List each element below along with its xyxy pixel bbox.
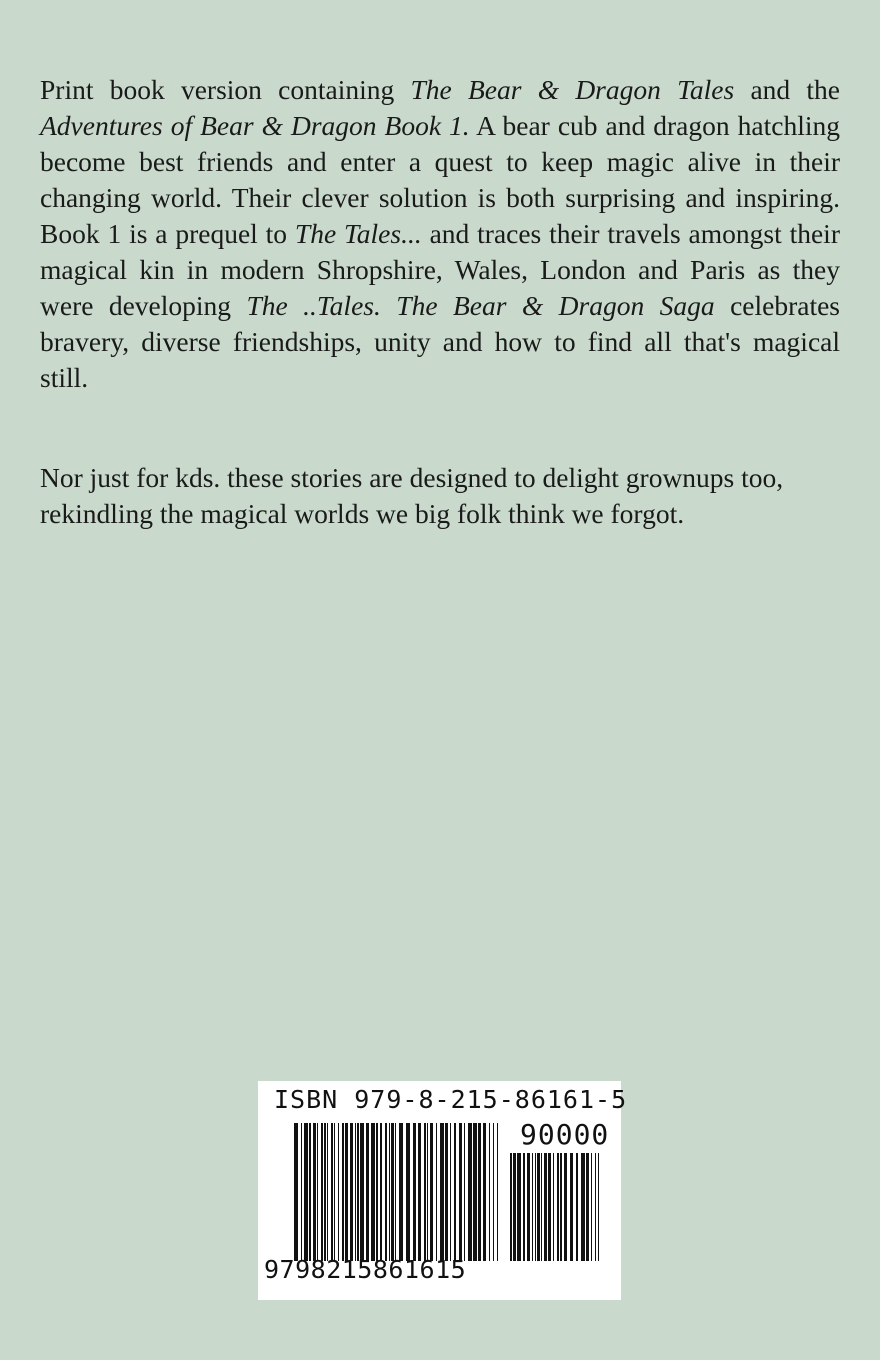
barcode-bar [436, 1123, 437, 1261]
barcode-bar [553, 1153, 554, 1261]
barcode-bar [324, 1123, 326, 1261]
barcode-bar [464, 1123, 465, 1261]
barcode-bar [454, 1123, 456, 1261]
barcode-bar [513, 1153, 516, 1261]
barcode-bar [395, 1123, 396, 1261]
italic-title-run: The Bear & Dragon Tales [410, 74, 735, 105]
barcode-bar [301, 1123, 302, 1261]
barcode-bar [591, 1153, 592, 1261]
text-run: A bear cub and dragon hatchling become best friends and enter a quest to keep magic alive in their changing world. Their clever solution is both surprising and inspiring. Book 1 is a prequel to [40, 110, 840, 249]
barcode-bar [523, 1153, 525, 1261]
barcode-bar [541, 1153, 542, 1261]
barcode-bar [548, 1153, 551, 1261]
barcode-bar [527, 1153, 530, 1261]
barcode-bar [413, 1123, 416, 1261]
barcode-bar [317, 1123, 318, 1261]
barcode-bar [321, 1123, 323, 1261]
barcode-bar [371, 1123, 375, 1261]
blurb-paragraph-2: Nor just for kds. these stories are designed to delight grownups too, rekindling the magical worlds we big folk think we forgot. [40, 462, 784, 529]
barcode-bar [535, 1153, 536, 1261]
barcode-bar [360, 1123, 364, 1261]
barcode-bar [595, 1153, 596, 1261]
barcode-bar [570, 1153, 573, 1261]
barcode-bar [309, 1123, 311, 1261]
barcode-bar [598, 1153, 599, 1261]
barcode-bar [342, 1123, 344, 1261]
barcode-bar [483, 1123, 486, 1261]
barcode-bar [497, 1123, 498, 1261]
barcode-bar [366, 1123, 369, 1261]
barcode-bar [440, 1123, 444, 1261]
barcode-bar [304, 1123, 308, 1261]
barcode-bar [380, 1123, 382, 1261]
barcode-bar [517, 1153, 521, 1261]
text-run: Print book version containing [40, 74, 411, 105]
barcode-bar [560, 1153, 562, 1261]
italic-title-run: The Tales... [294, 218, 422, 249]
text-run: celebrates bravery, diverse friendships, unity and how to find all that's magical still. [40, 290, 841, 393]
barcode-bar [338, 1123, 339, 1261]
barcode-bar [586, 1153, 589, 1261]
barcode-bar [389, 1123, 390, 1261]
barcode-bar [294, 1123, 298, 1261]
barcode-bar [478, 1123, 481, 1261]
barcode-bar [489, 1123, 490, 1261]
barcode-bar [357, 1123, 359, 1261]
barcode-bar [468, 1123, 472, 1261]
isbn-barcode [258, 1081, 628, 1300]
barcode-bar [532, 1153, 533, 1261]
barcode-bar [399, 1123, 403, 1261]
text-run: and traces their travels amongst their magical kin in modern Shropshire, Wales, London and Paris as they were developing [40, 218, 840, 321]
barcode-bar [581, 1153, 585, 1261]
barcode-bar [406, 1123, 410, 1261]
barcode-bar [391, 1123, 394, 1261]
barcode-bar [473, 1123, 477, 1261]
italic-title-run: The ..Tales. The Bear & Dragon Saga [246, 290, 715, 321]
barcode-bar [427, 1123, 428, 1261]
barcode-bar [327, 1123, 328, 1261]
text-run: and the [734, 74, 840, 105]
barcode-bar [450, 1123, 451, 1261]
barcode-bar [424, 1123, 426, 1261]
barcode-bar [313, 1123, 316, 1261]
barcode-bar [459, 1123, 462, 1261]
blurb-paragraph-1 [40, 72, 840, 396]
isbn-label: ISBN 979-8-215-86161-5 [274, 1085, 628, 1114]
barcode-bar [445, 1123, 448, 1261]
italic-title-run: Adventures of Bear & Dragon Book 1. [40, 110, 470, 141]
barcode-bar [331, 1123, 333, 1261]
barcode-bar [430, 1123, 433, 1261]
barcode-bar [418, 1123, 421, 1261]
barcode-bar [334, 1123, 335, 1261]
barcode-bar [376, 1123, 378, 1261]
barcode-bar [355, 1123, 356, 1261]
price-code: 90000 [520, 1118, 610, 1151]
barcode-bar [350, 1123, 353, 1261]
barcode-bar [564, 1153, 567, 1261]
ean-digits: 9798215861615 [264, 1255, 467, 1284]
barcode-bar [345, 1123, 348, 1261]
barcode-bar [576, 1153, 578, 1261]
barcode-bar [544, 1153, 547, 1261]
barcode-bar [510, 1153, 512, 1261]
barcode-bar [557, 1153, 559, 1261]
barcode-bar [385, 1123, 387, 1261]
barcode-bar [493, 1123, 494, 1261]
barcode-bar [537, 1153, 540, 1261]
